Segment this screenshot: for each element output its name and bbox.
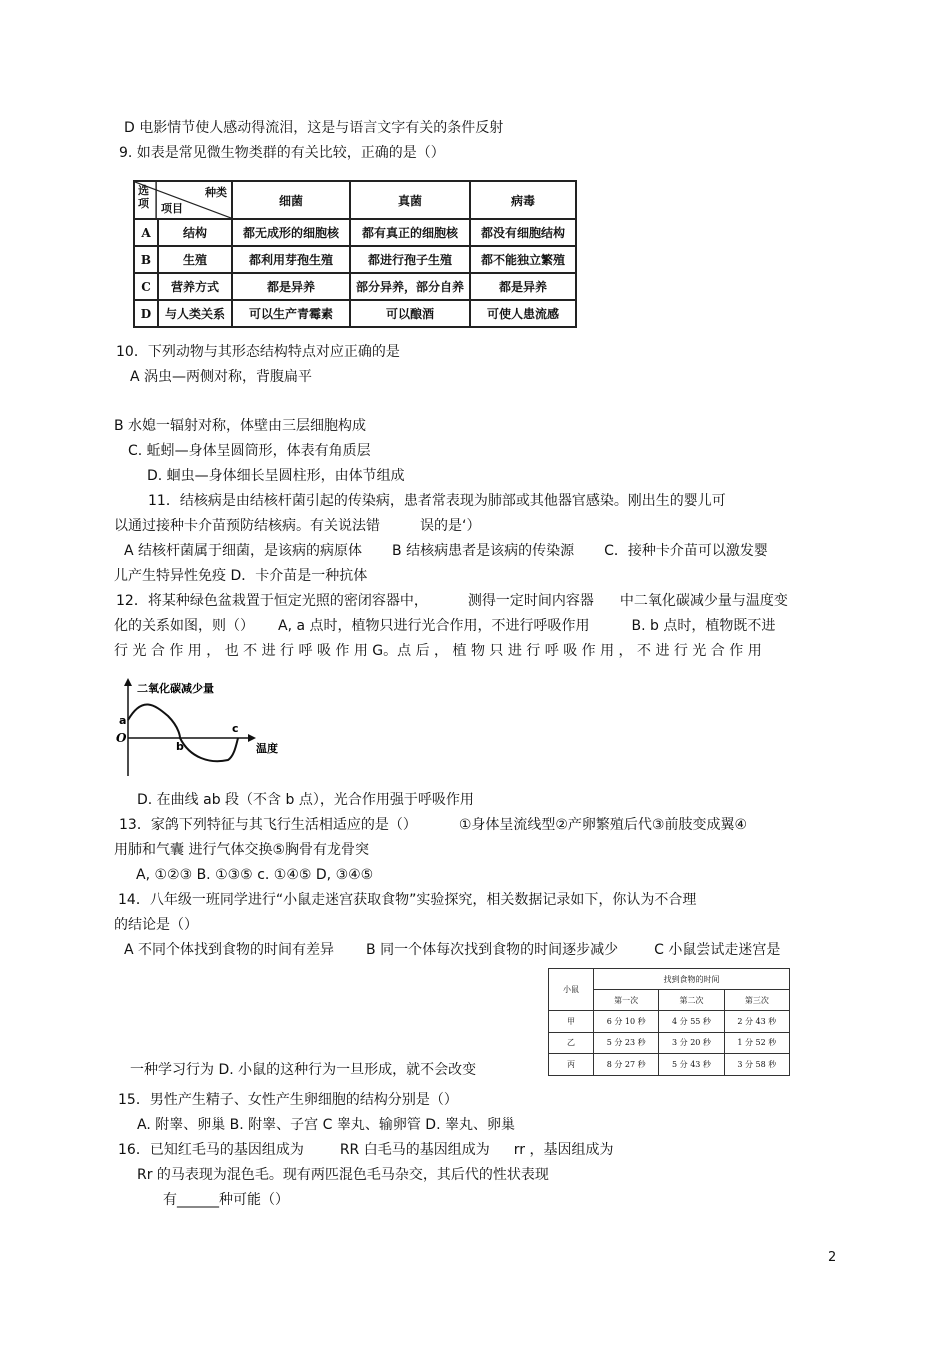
header-bacteria: 细菌 xyxy=(232,181,350,219)
header-trial-1: 第一次 xyxy=(594,990,659,1011)
table-row xyxy=(549,1054,790,1076)
time-cell: 8 分 27 秒 xyxy=(594,1054,659,1076)
row-cell: 都是异养 xyxy=(232,273,350,300)
time-cell: 1 分 52 秒 xyxy=(724,1032,789,1054)
co2-temperature-graph xyxy=(110,676,280,780)
row-item: 营养方式 xyxy=(158,273,232,300)
q12-option-c: 行 光 合 作 用 ， 也 不 进 行 呼 吸 作 用 G。点 后 ， 植 物 只 进 行 呼 吸 作 用 ， 不 进 行 光 合 作 用 xyxy=(114,643,762,659)
origin-label: O xyxy=(116,731,127,745)
corner-option-label: 选 项 xyxy=(138,184,149,210)
q13-stem-2: 用肺和气囊 进行气体交换⑤胸骨有龙骨突 xyxy=(114,842,369,858)
q14-stem-1: 14．八年级一班同学进行“小鼠走迷宫获取食物”实验探究，相关数据记录如下，你认为不合理 xyxy=(118,892,697,908)
q11-stem-1: 11．结核病是由结核杆菌引起的传染病，患者常表现为肺部或其他器官感染。刚出生的婴儿可 xyxy=(148,493,726,509)
point-a-label: a xyxy=(119,714,127,727)
q14-option-a: A 不同个体找到食物的时间有差异 xyxy=(124,942,335,958)
mouse-name: 乙 xyxy=(549,1032,594,1054)
row-option: D xyxy=(134,300,158,327)
y-axis-arrow xyxy=(124,678,132,686)
mouse-name: 丙 xyxy=(549,1054,594,1076)
row-option: C xyxy=(134,273,158,300)
table-row xyxy=(134,300,576,327)
header-trial-3: 第三次 xyxy=(724,990,789,1011)
q16-stem-3: 有______种可能（） xyxy=(163,1192,289,1208)
time-cell: 5 分 23 秒 xyxy=(594,1032,659,1054)
header-fungi: 真菌 xyxy=(350,181,470,219)
q10-option-d: D. 蛔虫—身体细长呈圆柱形，由体节组成 xyxy=(147,468,405,484)
q14-options-1 xyxy=(124,941,780,959)
q8-option-d: D 电影情节使人感动得流泪，这是与语言文字有关的条件反射 xyxy=(124,120,504,136)
q14-option-b: B 同一个体每次找到食物的时间逐步减少 xyxy=(366,942,619,958)
q10-option-c: C. 蚯蚓—身体呈圆筒形，体表有角质层 xyxy=(128,443,371,459)
row-cell: 都有真正的细胞核 xyxy=(350,219,470,246)
y-axis-label: 二氧化碳减少量 xyxy=(137,682,214,695)
q11-options-2: 儿产生特异性免疫 D．卡介苗是一种抗体 xyxy=(114,568,368,584)
q14-options-2: 一种学习行为 D. 小鼠的这种行为一旦形成，就不会改变 xyxy=(130,1062,477,1078)
header-time-title: 找到食物的时间 xyxy=(594,969,790,990)
q14-option-c: C 小鼠尝试走迷宫是 xyxy=(654,942,781,958)
q10-option-a: A 涡虫—两侧对称，背腹扁平 xyxy=(130,369,313,385)
table-row xyxy=(134,273,576,300)
row-item: 结构 xyxy=(158,219,232,246)
header-trial-2: 第二次 xyxy=(659,990,724,1011)
q12-stem-2 xyxy=(114,617,775,635)
time-cell: 4 分 55 秒 xyxy=(659,1011,724,1033)
row-option: A xyxy=(134,219,158,246)
q16-stem-1c: rr ，基因组成为 xyxy=(513,1142,614,1158)
row-cell: 可以生产青霉素 xyxy=(232,300,350,327)
row-cell: 都无成形的细胞核 xyxy=(232,219,350,246)
q16-stem-2: Rr 的马表现为混色毛。现有两匹混色毛马杂交，其后代的性状表现 xyxy=(137,1167,549,1183)
table-row xyxy=(134,246,576,273)
mouse-name: 甲 xyxy=(549,1011,594,1033)
q10-stem: 10．下列动物与其形态结构特点对应正确的是 xyxy=(116,344,400,360)
q15-stem: 15．男性产生精子、女性产生卵细胞的结构分别是（） xyxy=(118,1092,458,1108)
q11-stem-2b: 误的是‘） xyxy=(420,518,481,534)
q13-stem-1 xyxy=(119,816,747,834)
table-row xyxy=(549,1032,790,1054)
q16-stem-1 xyxy=(118,1141,613,1159)
row-cell: 可以酿酒 xyxy=(350,300,470,327)
corner-type-label: 种类 xyxy=(205,186,227,199)
q13-options: A, ①②③ B. ①③⑤ c. ①④⑤ D, ③④⑤ xyxy=(136,867,374,883)
row-item: 生殖 xyxy=(158,246,232,273)
row-cell: 都利用芽孢生殖 xyxy=(232,246,350,273)
q10-option-b: B 水媳一辐射对称，体壁由三层细胞构成 xyxy=(114,418,367,434)
row-cell: 都进行孢子生殖 xyxy=(350,246,470,273)
q11-stem-2a: 以通过接种卡介苗预防结核病。有关说法错 xyxy=(114,518,380,534)
q12-stem-1a: 12．将某种绿色盆栽置于恒定光照的密闭容器中， xyxy=(116,593,428,609)
q12-stem-1 xyxy=(116,592,788,610)
q13-stem-1b: ①身体呈流线型②产卵繁殖后代③前肢变成翼④ xyxy=(458,817,748,833)
time-cell: 3 分 20 秒 xyxy=(659,1032,724,1054)
corner-item-label: 项目 xyxy=(161,202,183,215)
row-cell: 部分异养，部分自养 xyxy=(350,273,470,300)
q11-option-a: A 结核杆菌属于细菌，是该病的病原体 xyxy=(124,543,363,559)
row-cell: 都是异养 xyxy=(470,273,576,300)
microbe-comparison-table xyxy=(133,180,577,328)
q13-stem-1a: 13．家鸽下列特征与其飞行生活相适应的是（） xyxy=(119,817,417,833)
q12-stem-2a: 化的关系如图，则（） xyxy=(114,618,254,634)
x-axis-arrow xyxy=(248,734,256,742)
point-c-label: c xyxy=(232,722,239,735)
q12-option-d: D. 在曲线 ab 段（不含 b 点），光合作用强于呼吸作用 xyxy=(137,792,474,808)
q12-option-a: A, a 点时，植物只进行光合作用，不进行呼吸作用 xyxy=(278,618,590,634)
maze-time-table xyxy=(548,968,790,1076)
table-row xyxy=(549,1011,790,1033)
q11-options-1 xyxy=(124,542,768,560)
q9-stem: 9. 如表是常见微生物类群的有关比较，正确的是（） xyxy=(119,145,445,161)
table-row xyxy=(134,219,576,246)
row-cell: 都没有细胞结构 xyxy=(470,219,576,246)
page-number: 2 xyxy=(828,1250,837,1265)
time-cell: 5 分 43 秒 xyxy=(659,1054,724,1076)
q16-stem-1a: 16．已知红毛马的基因组成为 xyxy=(118,1142,304,1158)
row-cell: 可使人患流感 xyxy=(470,300,576,327)
table-corner-cell xyxy=(134,181,232,219)
q11-option-b: B 结核病患者是该病的传染源 xyxy=(392,543,575,559)
row-item: 与人类关系 xyxy=(158,300,232,327)
header-virus: 病毒 xyxy=(470,181,576,219)
q12-option-b: B. b 点时，植物既不进 xyxy=(631,618,776,634)
q11-option-c: C．接种卡介苗可以激发婴 xyxy=(604,543,768,559)
time-cell: 2 分 43 秒 xyxy=(724,1011,789,1033)
time-cell: 3 分 58 秒 xyxy=(724,1054,789,1076)
point-b-label: b xyxy=(176,740,184,753)
row-option: B xyxy=(134,246,158,273)
q15-options: A. 附睾、卵巢 B. 附睾、子宫 C 睾丸、输卵管 D. 睾丸、卵巢 xyxy=(137,1117,515,1133)
q12-stem-1b: 测得一定时间内容器 xyxy=(467,593,594,609)
q12-stem-1c: 中二氧化碳减少量与温度变 xyxy=(619,593,788,609)
q14-stem-2: 的结论是（） xyxy=(114,917,198,933)
header-mouse: 小鼠 xyxy=(549,969,594,1011)
x-axis-label: 温度 xyxy=(256,742,278,755)
q11-stem-2 xyxy=(114,517,480,535)
time-cell: 6 分 10 秒 xyxy=(594,1011,659,1033)
q16-stem-1b: RR 白毛马的基因组成为 xyxy=(339,1142,490,1158)
row-cell: 都不能独立繁殖 xyxy=(470,246,576,273)
